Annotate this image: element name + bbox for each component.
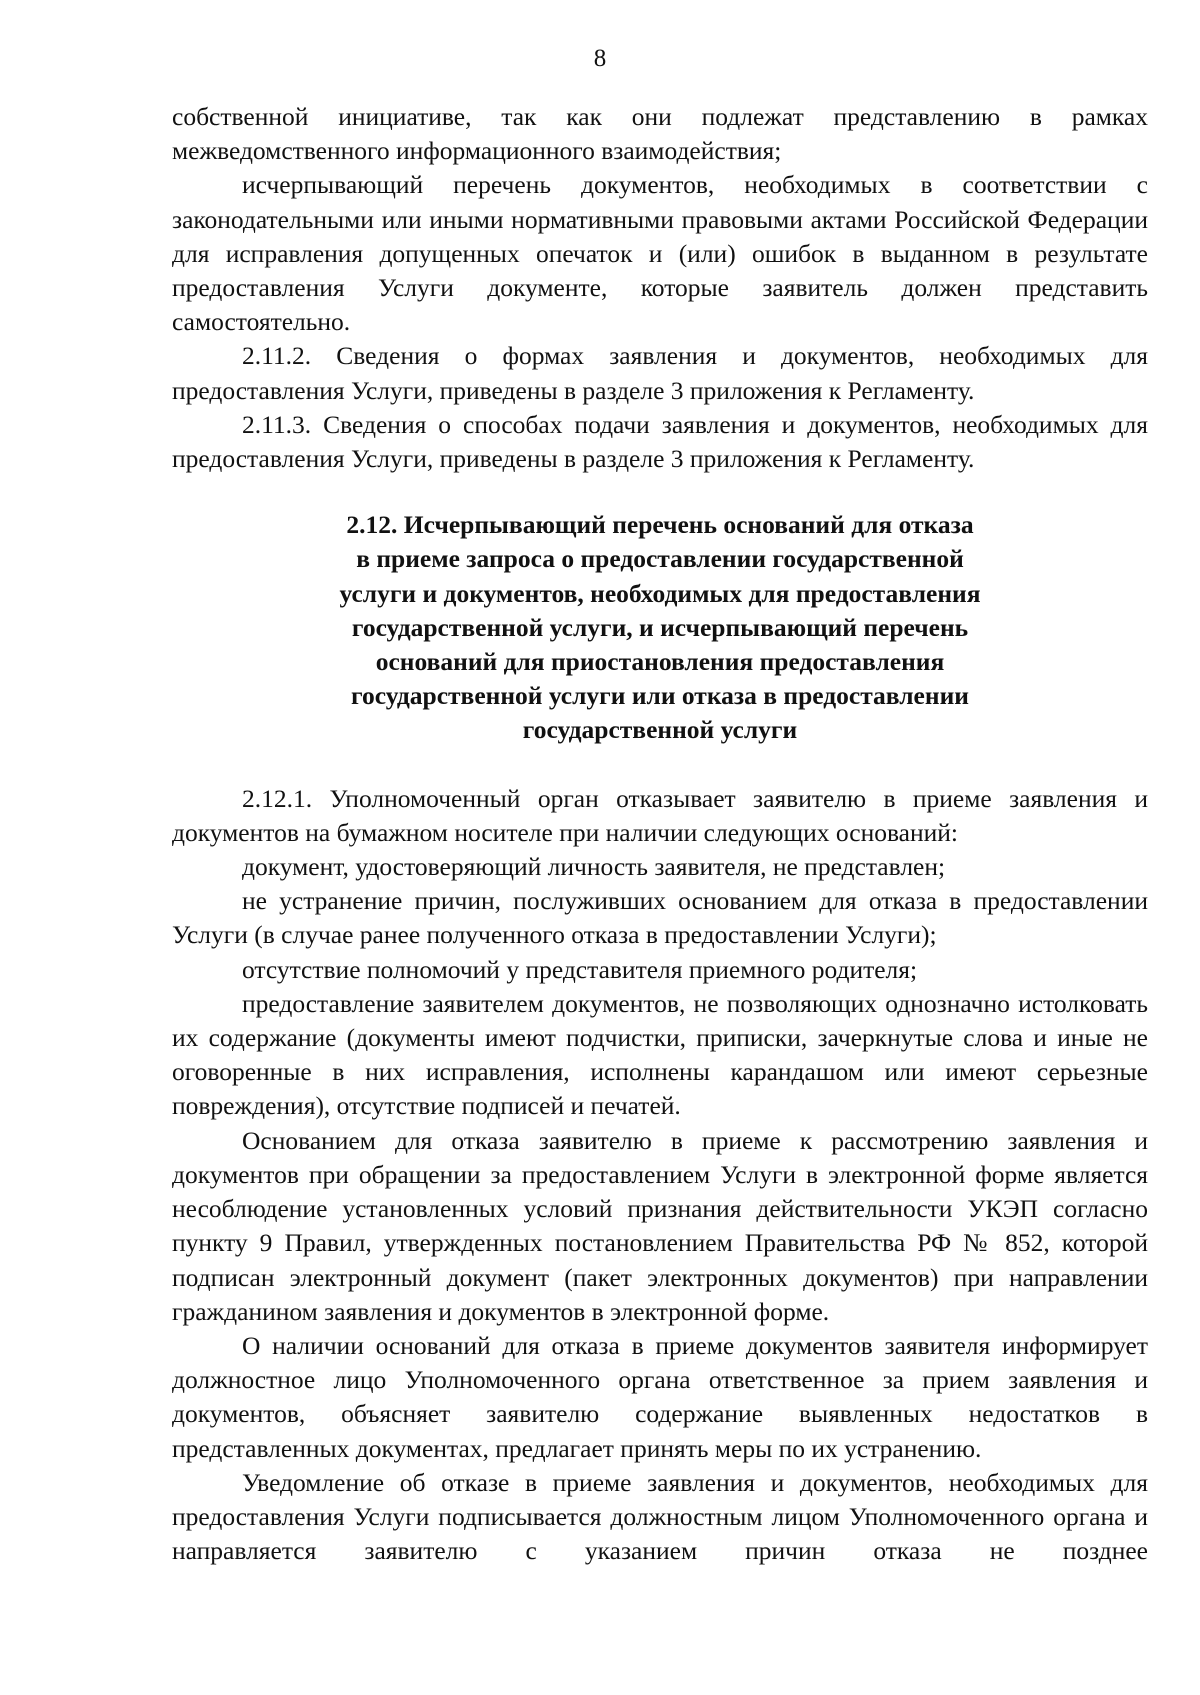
paragraph: 2.12.1. Уполномоченный орган отказывает заявителю в приеме заявления и документов на бумажном носителе при наличии следующих оснований:: [172, 783, 1148, 847]
list-item: документ, удостоверяющий личность заявителя, не представлен;: [242, 852, 946, 882]
page-number: 8: [593, 45, 607, 72]
heading-line: государственной услуги, и исчерпывающий перечень: [351, 612, 969, 642]
list-item: не устранение причин, послуживших основанием для отказа в предоставлении Услуги (в случае ранее полученного отказа в предоставлении Услуги);: [172, 886, 1148, 950]
paragraph: Уведомление об отказе в приеме заявления и документов, необходимых для предоставления Услуги подписывается должностным лицом Уполномоченного органа и направляется заявителю с указанием причин отказа не позднее: [172, 1467, 1148, 1566]
document-body: [172, 100, 1148, 1568]
paragraph: собственной инициативе, так как они подлежат представлению в рамках межведомственного информационного взаимодействия;: [172, 102, 1148, 166]
list-item: предоставление заявителем документов, не позволяющих однозначно истолковать их содержание (документы имеют подчистки, приписки, зачеркнутые слова и иные не оговоренные в них исправления, исполнены карандашом или имеют серьезные повреждения), отсутствие подписей и печатей.: [172, 988, 1148, 1121]
paragraph: исчерпывающий перечень документов, необходимых в соответствии с законодательными или иными нормативными правовыми актами Российской Федерации для исправления допущенных опечаток и (или) ошибок в выданном в результате предоставления Услуги документе, которые заявитель должен представить самостоятельно.: [172, 170, 1148, 337]
heading-line: услуги и документов, необходимых для предоставления: [339, 578, 981, 608]
paragraph: О наличии оснований для отказа в приеме документов заявителя информирует должностное лицо Уполномоченного органа ответственное за прием заявления и документов, объясняет заявителю содержание выявленных недостатков в представленных документах, предлагает принять меры по их устранению.: [172, 1330, 1148, 1463]
paragraph: 2.11.2. Сведения о формах заявления и документов, необходимых для предоставления Услуги, приведены в разделе 3 приложения к Регламенту.: [172, 341, 1148, 405]
heading-line: в приеме запроса о предоставлении государственной: [356, 544, 964, 574]
heading-line: государственной услуги: [522, 715, 798, 745]
heading-line: оснований для приостановления предоставления: [375, 647, 945, 677]
section-heading: [172, 508, 1148, 747]
list-item: отсутствие полномочий у представителя приемного родителя;: [242, 954, 918, 984]
paragraph: Основанием для отказа заявителю в приеме к рассмотрению заявления и документов при обращении за предоставлением Услуги в электронной форме является несоблюдение установленных условий признания действительности УКЭП согласно пункту 9 Правил, утвержденных постановлением Правительства РФ № 852, которой подписан электронный документ (пакет электронных документов) при направлении гражданином заявления и документов в электронной форме.: [172, 1125, 1148, 1326]
paragraph: 2.11.3. Сведения о способах подачи заявления и документов, необходимых для предоставления Услуги, приведены в разделе 3 приложения к Регламенту.: [172, 409, 1148, 474]
heading-line: государственной услуги или отказа в предоставлении: [351, 681, 969, 711]
heading-line: 2.12. Исчерпывающий перечень оснований для отказа: [346, 510, 974, 540]
